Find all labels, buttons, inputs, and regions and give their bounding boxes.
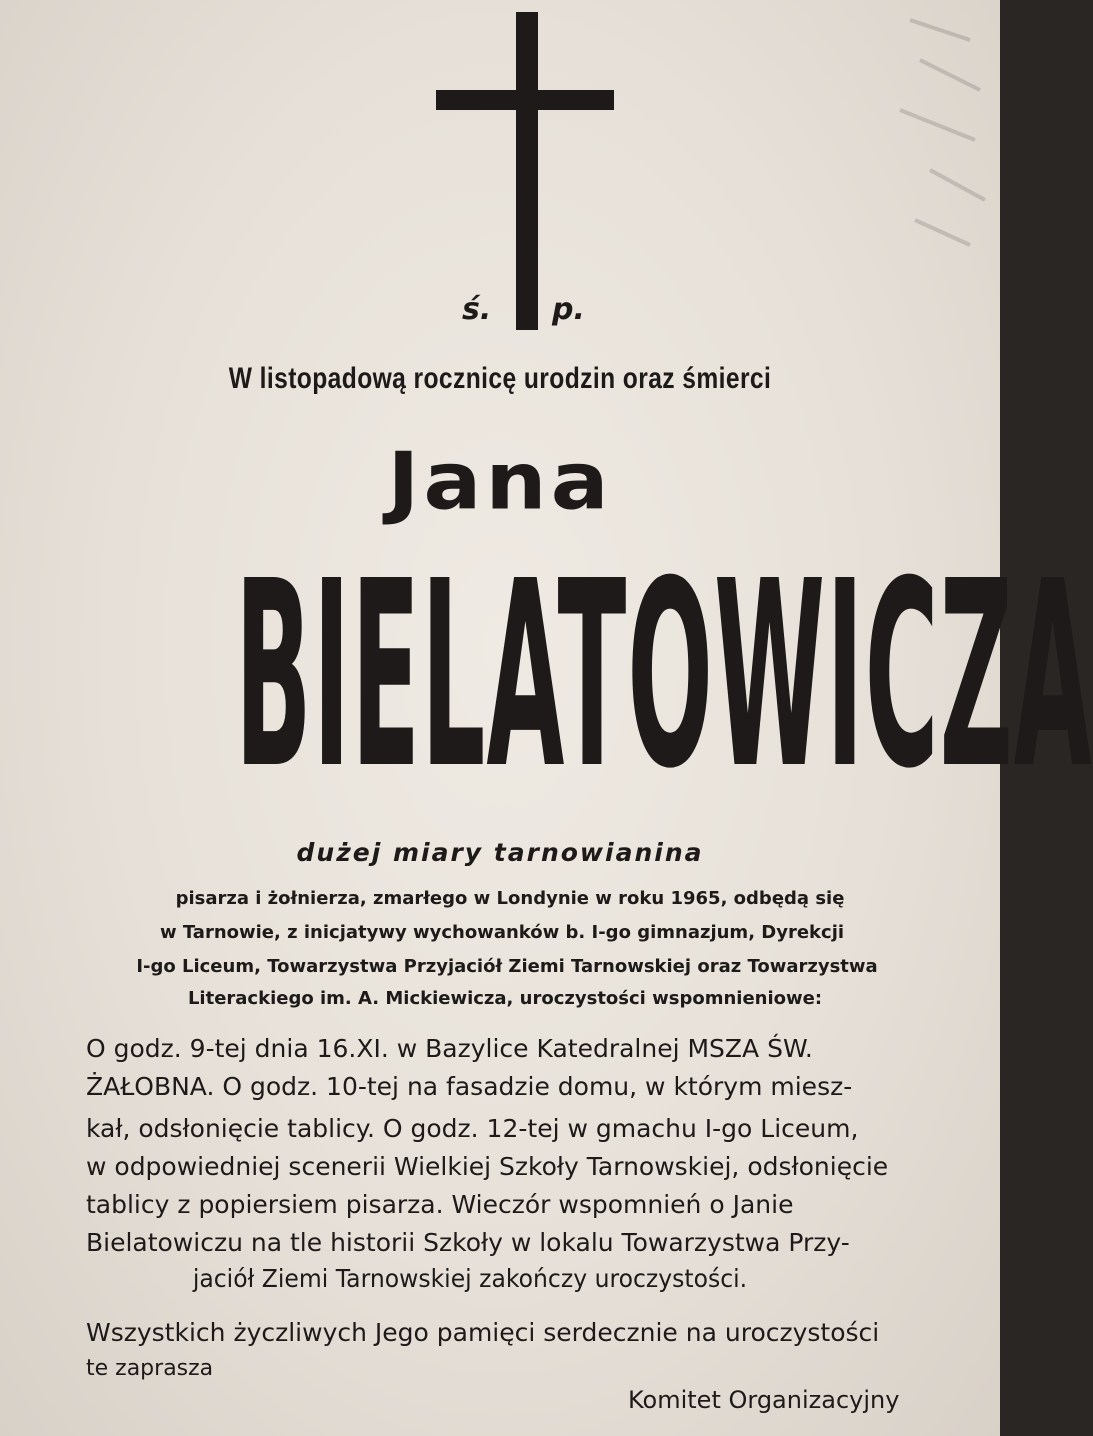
- surname: BIELATOWICZA: [235, 526, 1093, 825]
- signature: Komitet Organizacyjny: [628, 1386, 900, 1414]
- abbrev-left: ś.: [462, 292, 492, 327]
- program-line: jaciół Ziemi Tarnowskiej zakończy uroczystości.: [192, 1264, 748, 1293]
- details-line: pisarza i żołnierza, zmarłego w Londynie w roku 1965, odbędą się: [175, 888, 845, 909]
- subtitle: dużej miary tarnowianina: [296, 838, 704, 867]
- program-line: O godz. 9-tej dnia 16.XI. w Bazylice Katedralnej MSZA ŚW.: [86, 1034, 813, 1063]
- program-line: tablicy z popiersiem pisarza. Wieczór wspomnień o Janie: [86, 1190, 794, 1219]
- program-line: Bielatowiczu na tle historii Szkoły w lokalu Towarzystwa Przy-: [86, 1228, 850, 1257]
- intro-line: W listopadową rocznicę urodzin oraz śmierci: [228, 362, 772, 395]
- program-line: kał, odsłonięcie tablicy. O godz. 12-tej w gmachu I-go Liceum,: [86, 1114, 859, 1143]
- first-name: Jana: [387, 436, 613, 528]
- details-line: Literackiego im. A. Mickiewicza, uroczystości wspomnieniowe:: [187, 988, 823, 1009]
- program-line: w odpowiedniej scenerii Wielkiej Szkoły Tarnowskiej, odsłonięcie: [86, 1152, 889, 1181]
- details-line: w Tarnowie, z inicjatywy wychowanków b. I-go gimnazjum, Dyrekcji: [159, 922, 845, 943]
- handwritten-mark: [880, 0, 1000, 260]
- program-line: ŻAŁOBNA. O godz. 10-tej na fasadzie domu, w którym miesz-: [86, 1072, 853, 1101]
- details-line: I-go Liceum, Towarzystwa Przyjaciół Ziemi Tarnowskiej oraz Towarzystwa: [136, 956, 878, 977]
- invitation-line: te zaprasza: [86, 1356, 214, 1381]
- invitation-line: Wszystkich życzliwych Jego pamięci serdecznie na uroczystości: [86, 1318, 880, 1347]
- cross-horizontal-bar: [436, 90, 614, 110]
- abbrev-right: p.: [552, 292, 585, 327]
- cross-vertical-bar: [516, 12, 538, 330]
